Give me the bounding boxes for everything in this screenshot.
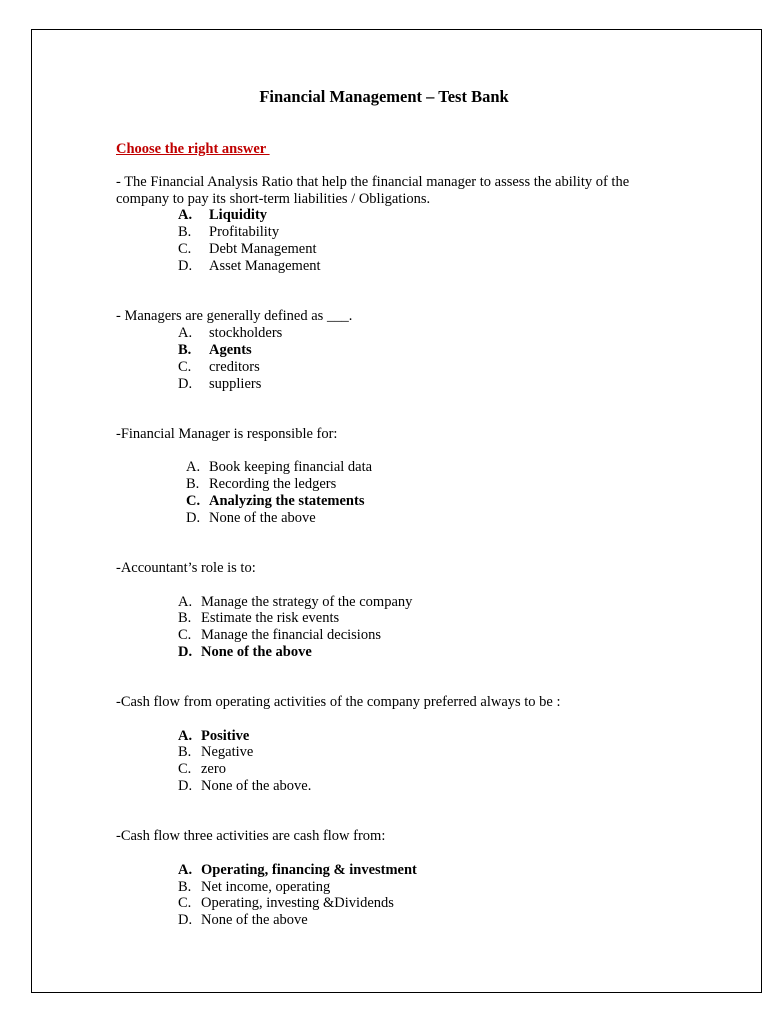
question-5-text: -Cash flow from operating activities of the company preferred always to be :: [116, 694, 561, 710]
option-letter: C.: [178, 359, 192, 375]
option-text: stockholders: [209, 325, 283, 341]
option-letter: C.: [186, 493, 201, 509]
question-6-text: -Cash flow three activities are cash flow from:: [116, 828, 386, 844]
option-text: Negative: [201, 744, 254, 760]
option-text: Estimate the risk events: [201, 610, 340, 626]
question-1-text: - The Financial Analysis Ratio that help the financial manager to assess the ability of the company to pay its short-term liabilities / Obligations.: [116, 174, 630, 207]
option-text: zero: [201, 761, 226, 777]
option-text: suppliers: [209, 376, 262, 392]
option-letter: D.: [178, 912, 193, 928]
option-letter: A.: [178, 594, 193, 610]
option-text: Manage the strategy of the company: [201, 594, 413, 610]
option-letter: B.: [178, 610, 192, 626]
option-text: None of the above: [201, 644, 312, 660]
option-text: Operating, financing & investment: [201, 862, 417, 878]
option-text: Agents: [209, 342, 252, 358]
option-letter: D.: [178, 644, 193, 660]
option-letter: D.: [186, 510, 201, 526]
option-letter: A.: [178, 207, 193, 223]
option-letter: D.: [178, 258, 193, 274]
option-letter: D.: [178, 778, 193, 794]
question-2-text: - Managers are generally defined as ___.: [116, 308, 353, 324]
option-text: Book keeping financial data: [209, 459, 373, 475]
option-letter: B.: [178, 342, 192, 358]
option-text: Manage the financial decisions: [201, 627, 381, 643]
option-letter: A.: [178, 728, 193, 744]
option-text: Asset Management: [209, 258, 321, 274]
option-letter: A.: [178, 325, 193, 341]
option-text: Debt Management: [209, 241, 317, 257]
option-letter: C.: [178, 761, 192, 777]
question-3-text: -Financial Manager is responsible for:: [116, 426, 338, 442]
option-text: Recording the ledgers: [209, 476, 337, 492]
option-letter: B.: [178, 879, 192, 895]
option-text: creditors: [209, 359, 260, 375]
option-letter: B.: [178, 744, 192, 760]
option-text: Operating, investing &Dividends: [201, 895, 394, 911]
option-letter: C.: [178, 627, 192, 643]
document-title: Financial Management – Test Bank: [259, 87, 509, 106]
option-letter: C.: [178, 895, 192, 911]
question-4-text: -Accountant’s role is to:: [116, 560, 256, 576]
option-letter: B.: [178, 224, 192, 240]
option-letter: A.: [178, 862, 193, 878]
instruction-heading: Choose the right answer: [116, 141, 270, 157]
option-text: Positive: [201, 728, 250, 744]
option-letter: C.: [178, 241, 192, 257]
option-text: None of the above: [209, 510, 316, 526]
option-text: Liquidity: [209, 207, 268, 223]
option-text: None of the above: [201, 912, 308, 928]
option-text: None of the above.: [201, 778, 312, 794]
option-letter: A.: [186, 459, 201, 475]
option-text: Net income, operating: [201, 879, 331, 895]
option-text: Profitability: [209, 224, 280, 240]
option-letter: D.: [178, 376, 193, 392]
option-letter: B.: [186, 476, 200, 492]
option-text: Analyzing the statements: [209, 493, 365, 509]
